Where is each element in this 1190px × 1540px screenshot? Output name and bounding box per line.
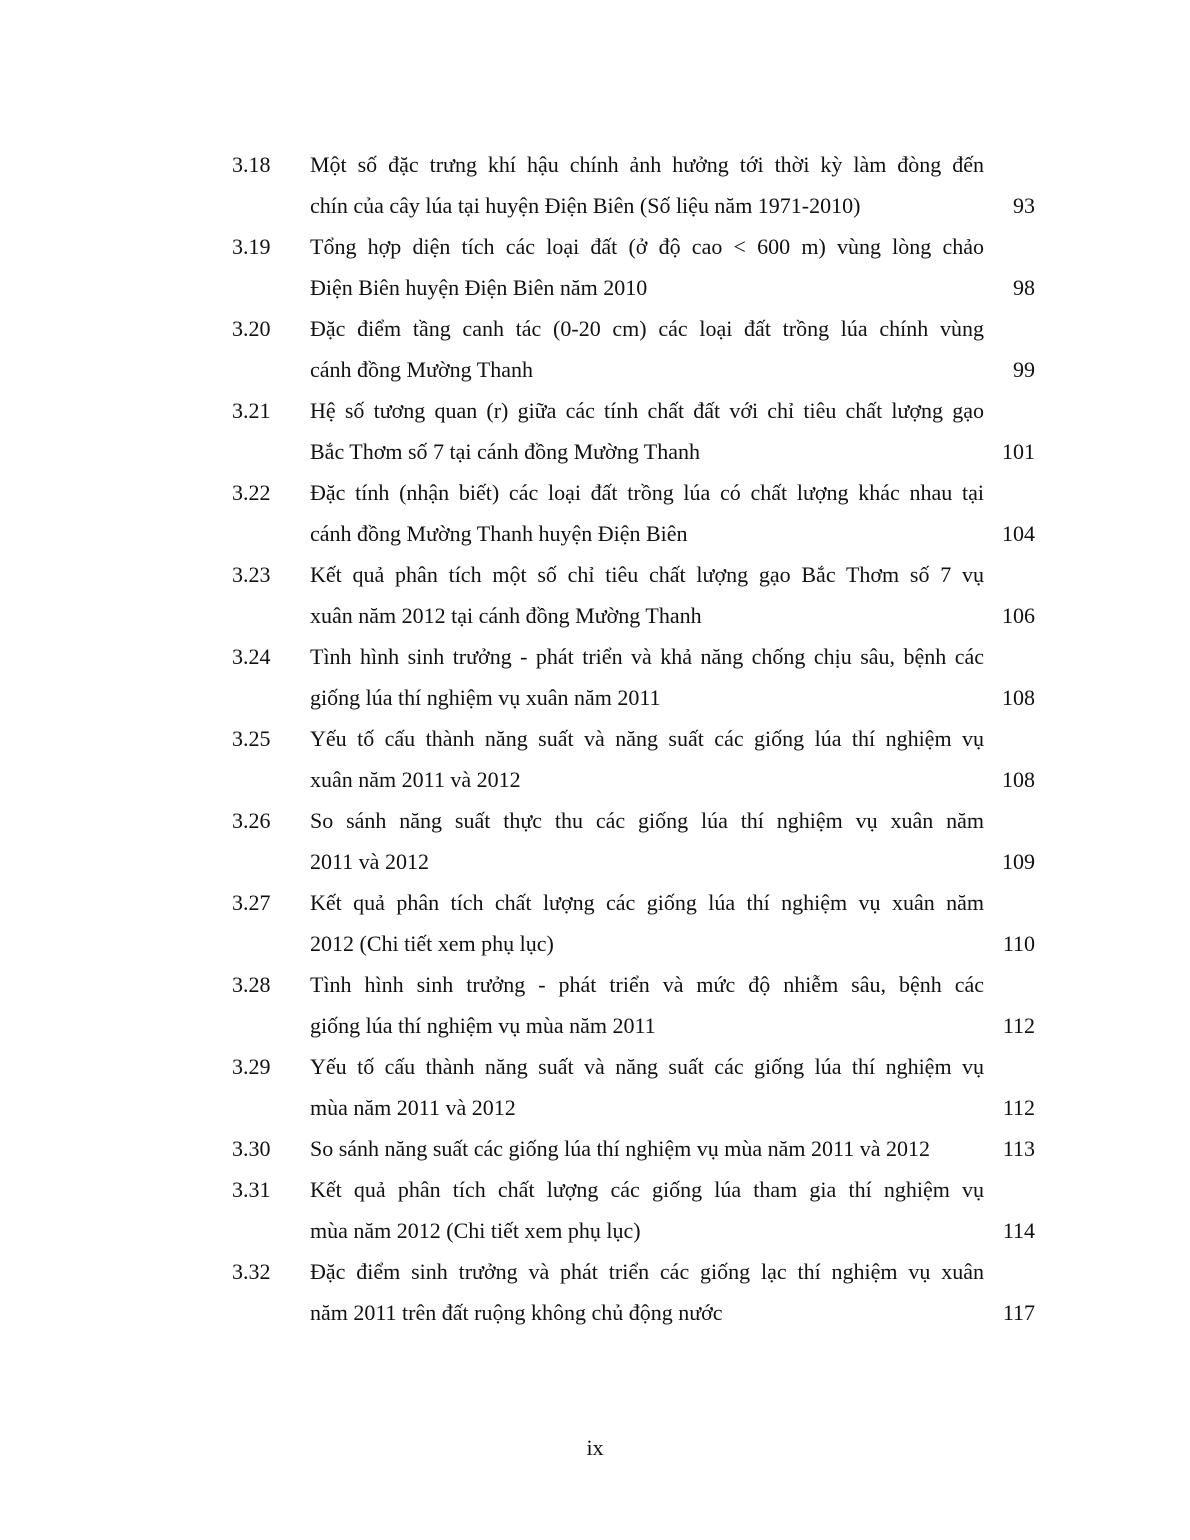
entry-title-line-1: Yếu tố cấu thành năng suất và năng suất các giống lúa thí nghiệm vụ [310, 726, 984, 751]
entry-number: 3.24 [232, 644, 271, 669]
entry-page-number: 113 [1002, 1136, 1035, 1161]
entry-title-line-1: Tình hình sinh trưởng - phát triển và mức độ nhiễm sâu, bệnh các [310, 972, 984, 997]
entry-title-line-2: chín của cây lúa tại huyện Điện Biên (Số liệu năm 1971-2010) [310, 193, 861, 218]
entry-title [310, 308, 984, 390]
toc-entry-3-29 [0, 1046, 1190, 1128]
entry-title-line-2: năm 2011 trên đất ruộng không chủ động nước [310, 1300, 723, 1325]
page-number: ix [586, 1435, 604, 1460]
entry-title-line-1: Kết quả phân tích một số chỉ tiêu chất lượng gạo Bắc Thơm số 7 vụ [310, 562, 984, 587]
toc-entry-3-30 [0, 1128, 1190, 1169]
toc-entry-3-18 [0, 144, 1190, 226]
entry-title [310, 882, 984, 964]
entry-page-number: 104 [1002, 521, 1035, 546]
toc-entry-3-31 [0, 1169, 1190, 1251]
entry-page-number: 112 [1002, 1095, 1035, 1120]
entry-number: 3.23 [232, 562, 271, 587]
entry-title-line-1: Tình hình sinh trưởng - phát triển và khả năng chống chịu sâu, bệnh các [310, 644, 984, 669]
entry-number: 3.29 [232, 1054, 271, 1079]
entry-number: 3.28 [232, 972, 271, 997]
entry-title-line-2: cánh đồng Mường Thanh [310, 357, 533, 382]
entry-title-line-1: Một số đặc trưng khí hậu chính ảnh hưởng tới thời kỳ làm đòng đến [310, 152, 984, 177]
entry-page-number: 110 [1002, 931, 1035, 956]
entry-title [310, 472, 984, 554]
toc-entry-3-32 [0, 1251, 1190, 1333]
entry-title-line-1: Kết quả phân tích chất lượng các giống lúa tham gia thí nghiệm vụ [310, 1177, 984, 1202]
entry-page-number: 117 [1002, 1300, 1035, 1325]
entry-title-line-2: xuân năm 2012 tại cánh đồng Mường Thanh [310, 603, 702, 628]
entry-number: 3.31 [232, 1177, 271, 1202]
entry-title-line-1: Đặc điểm sinh trưởng và phát triển các giống lạc thí nghiệm vụ xuân [310, 1259, 984, 1284]
toc-entry-3-23 [0, 554, 1190, 636]
entry-title-line-1: Yếu tố cấu thành năng suất và năng suất các giống lúa thí nghiệm vụ [310, 1054, 984, 1079]
entry-title-line-2: Điện Biên huyện Điện Biên năm 2010 [310, 275, 648, 300]
entry-title [310, 144, 984, 226]
entry-title-line-1: So sánh năng suất các giống lúa thí nghiệm vụ mùa năm 2011 và 2012 [310, 1136, 930, 1161]
entry-number: 3.25 [232, 726, 271, 751]
entry-title-line-2: giống lúa thí nghiệm vụ xuân năm 2011 [310, 685, 661, 710]
entry-title [310, 1046, 984, 1128]
entry-number: 3.21 [232, 398, 271, 423]
entry-title-line-2: Bắc Thơm số 7 tại cánh đồng Mường Thanh [310, 439, 700, 464]
entry-page-number: 114 [1002, 1218, 1035, 1243]
entry-title [310, 964, 984, 1046]
entry-title [310, 718, 984, 800]
entry-title-line-2: 2012 (Chi tiết xem phụ lục) [310, 931, 554, 956]
entry-page-number: 109 [1002, 849, 1035, 874]
entry-page-number: 106 [1002, 603, 1035, 628]
entry-page-number: 112 [1002, 1013, 1035, 1038]
entry-number: 3.27 [232, 890, 271, 915]
entry-title [310, 226, 984, 308]
entry-title-line-2: 2011 và 2012 [310, 849, 429, 874]
entry-number: 3.22 [232, 480, 271, 505]
entry-title-line-2: xuân năm 2011 và 2012 [310, 767, 521, 792]
entry-title-line-1: Đặc điểm tầng canh tác (0-20 cm) các loại đất trồng lúa chính vùng [310, 316, 984, 341]
entry-page-number: 99 [1013, 357, 1035, 382]
entry-title [310, 390, 984, 472]
entry-title [310, 1128, 984, 1169]
entry-title-line-2: mùa năm 2012 (Chi tiết xem phụ lục) [310, 1218, 641, 1243]
entry-title-line-1: Đặc tính (nhận biết) các loại đất trồng lúa có chất lượng khác nhau tại [310, 480, 984, 505]
entry-number: 3.30 [232, 1136, 271, 1161]
entry-number: 3.19 [232, 234, 271, 259]
entry-title [310, 1169, 984, 1251]
toc-entry-3-22 [0, 472, 1190, 554]
entry-page-number: 108 [1002, 685, 1035, 710]
entry-title-line-2: cánh đồng Mường Thanh huyện Điện Biên [310, 521, 688, 546]
entry-number: 3.20 [232, 316, 271, 341]
entry-page-number: 93 [1013, 193, 1035, 218]
entry-number: 3.26 [232, 808, 271, 833]
entry-title-line-1: Tổng hợp diện tích các loại đất (ở độ cao < 600 m) vùng lòng chảo [310, 234, 984, 259]
table-list [0, 144, 1190, 1333]
toc-entry-3-27 [0, 882, 1190, 964]
entry-title-line-2: giống lúa thí nghiệm vụ mùa năm 2011 [310, 1013, 656, 1038]
toc-entry-3-19 [0, 226, 1190, 308]
entry-title [310, 636, 984, 718]
entry-page-number: 108 [1002, 767, 1035, 792]
entry-title-line-1: Kết quả phân tích chất lượng các giống lúa thí nghiệm vụ xuân năm [310, 890, 984, 915]
entry-title-line-1: So sánh năng suất thực thu các giống lúa thí nghiệm vụ xuân năm [310, 808, 984, 833]
toc-entry-3-26 [0, 800, 1190, 882]
toc-entry-3-24 [0, 636, 1190, 718]
entry-title-line-2: mùa năm 2011 và 2012 [310, 1095, 516, 1120]
entry-number: 3.32 [232, 1259, 271, 1284]
entry-number: 3.18 [232, 152, 271, 177]
entry-title-line-1: Hệ số tương quan (r) giữa các tính chất đất với chỉ tiêu chất lượng gạo [310, 398, 984, 423]
entry-title [310, 554, 984, 636]
toc-entry-3-20 [0, 308, 1190, 390]
toc-entry-3-28 [0, 964, 1190, 1046]
entry-page-number: 101 [1002, 439, 1035, 464]
entry-title [310, 800, 984, 882]
toc-entry-3-21 [0, 390, 1190, 472]
entry-page-number: 98 [1013, 275, 1035, 300]
entry-title [310, 1251, 984, 1333]
toc-entry-3-25 [0, 718, 1190, 800]
